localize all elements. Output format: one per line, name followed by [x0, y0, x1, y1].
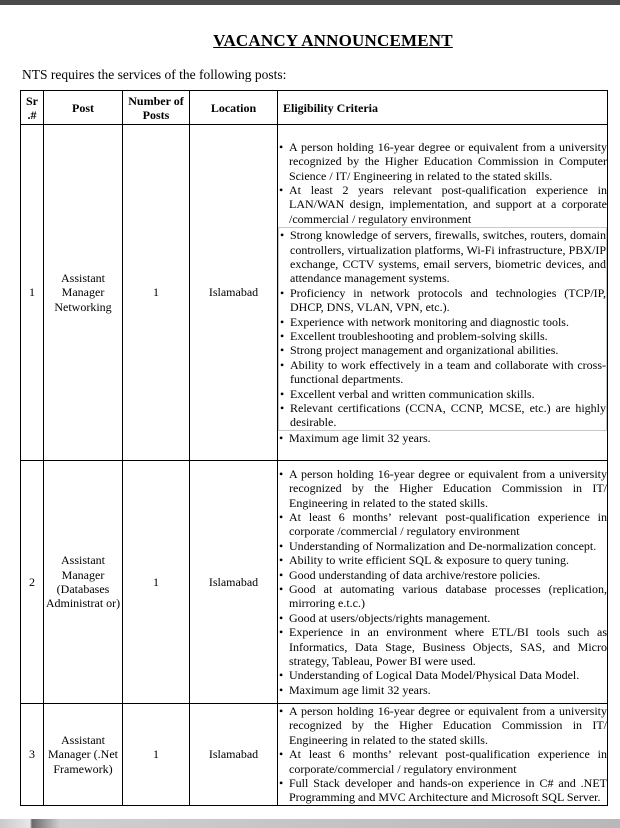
- criteria-item: • Understanding of Logical Data Model/Physical Data Model.: [278, 668, 607, 682]
- criteria-item: • Strong project management and organizational abilities.: [279, 343, 606, 357]
- criteria-item: • A person holding 16-year degree or equivalent from a university recognized by the Higher Education Commission in IT/ Engineering in related to the stated skills.: [278, 467, 607, 510]
- header-eligibility-criteria: Eligibility Criteria: [278, 91, 608, 125]
- table-row: [21, 125, 608, 461]
- row-location: Islamabad: [190, 461, 278, 704]
- row-post: Assistant Manager (Databases Administrat or): [44, 461, 123, 704]
- criteria-item: • Full Stack developer and hands-on experience in C# and .NET Programming and MVC Architecture and Microsoft SQL Server.: [278, 776, 607, 805]
- criteria-item: • Experience in an environment where ETL/BI tools such as Informatics, Data Stage, Business Objects, SAS, and Micro strategy, Tableau, Power BI were used.: [278, 625, 607, 668]
- row-number-of-posts: 1: [123, 461, 190, 704]
- criteria-list: [279, 228, 606, 430]
- row-eligibility-criteria: [278, 704, 608, 806]
- criteria-item: • A person holding 16-year degree or equivalent from a university recognized by the Higher Education Commission in IT/ Engineering in related to the stated skills.: [278, 704, 607, 747]
- row-number-of-posts: 1: [123, 125, 190, 461]
- criteria-list: [278, 140, 607, 226]
- criteria-item: • Maximum age limit 32 years.: [278, 431, 607, 445]
- criteria-item: • Excellent troubleshooting and problem-solving skills.: [279, 329, 606, 343]
- criteria-item: • Excellent verbal and written communication skills.: [279, 387, 606, 401]
- criteria-item: • Good at automating various database processes (replication, mirroring e.t.c.): [278, 582, 607, 611]
- criteria-item: • Good understanding of data archive/restore policies.: [278, 568, 607, 582]
- row-number-of-posts: 1: [123, 704, 190, 806]
- criteria-item: • Experience with network monitoring and diagnostic tools.: [279, 315, 606, 329]
- criteria-list: [278, 704, 607, 805]
- criteria-item: • Ability to write efficient SQL & exposure to query tuning.: [278, 553, 607, 567]
- row-post: Assistant Manager Networking: [44, 125, 123, 461]
- header-post: Post: [44, 91, 123, 125]
- row-sr: 3: [21, 704, 44, 806]
- criteria-list: [278, 431, 607, 445]
- vacancy-table: [20, 90, 608, 806]
- header-sr: Sr .#: [21, 91, 44, 125]
- row-post: Assistant Manager (.Net Framework): [44, 704, 123, 806]
- table-header-row: [21, 91, 608, 125]
- table-row: [21, 461, 608, 704]
- row-sr: 1: [21, 125, 44, 461]
- criteria-item: • Ability to work effectively in a team and collaborate with cross-functional departments.: [279, 358, 606, 387]
- row-eligibility-criteria: [278, 125, 608, 461]
- intro-text: NTS requires the services of the following posts:: [22, 67, 287, 82]
- criteria-item: • At least 6 months’ relevant post-qualification experience in corporate /commercial / regulatory environment: [278, 510, 607, 539]
- row-location: Islamabad: [190, 125, 278, 461]
- page-title: VACANCY ANNOUNCEMENT: [213, 31, 453, 50]
- criteria-item: • Proficiency in network protocols and technologies (TCP/IP, DHCP, DNS, VLAN, VPN, etc.).: [279, 286, 606, 315]
- criteria-item: • A person holding 16-year degree or equivalent from a university recognized by the Higher Education Commission in Computer Science / IT/ Engineering in related to the stated skills.: [278, 140, 607, 183]
- skills-box: [278, 227, 607, 431]
- criteria-item: • Relevant certifications (CCNA, CCNP, MCSE, etc.) are highly desirable.: [279, 401, 606, 430]
- criteria-item: • Strong knowledge of servers, firewalls, switches, routers, domain controllers, virtualization platforms, Wi-Fi infrastructure, PBX/IP exchange, CCTV systems, email servers, biometric devices, and attendance management systems.: [279, 228, 606, 286]
- criteria-item: • At least 6 months’ relevant post-qualification experience in corporate/commercial / regulatory environment: [278, 747, 607, 776]
- top-edge-strip: [0, 0, 620, 5]
- criteria-item: • At least 2 years relevant post-qualification experience in LAN/WAN design, implementation, and support at a corporate /commercial / regulatory environment: [278, 183, 607, 226]
- row-eligibility-criteria: [278, 461, 608, 704]
- criteria-list: [278, 467, 607, 698]
- criteria-item: • Understanding of Normalization and De-normalization concept.: [278, 539, 607, 553]
- criteria-item: • Maximum age limit 32 years.: [278, 683, 607, 697]
- header-number-of-posts: Number of Posts: [123, 91, 190, 125]
- table-row: [21, 704, 608, 806]
- bottom-edge-strip: [0, 819, 620, 828]
- criteria-item: • Good at users/objects/rights management.: [278, 611, 607, 625]
- row-location: Islamabad: [190, 704, 278, 806]
- header-location: Location: [190, 91, 278, 125]
- row-sr: 2: [21, 461, 44, 704]
